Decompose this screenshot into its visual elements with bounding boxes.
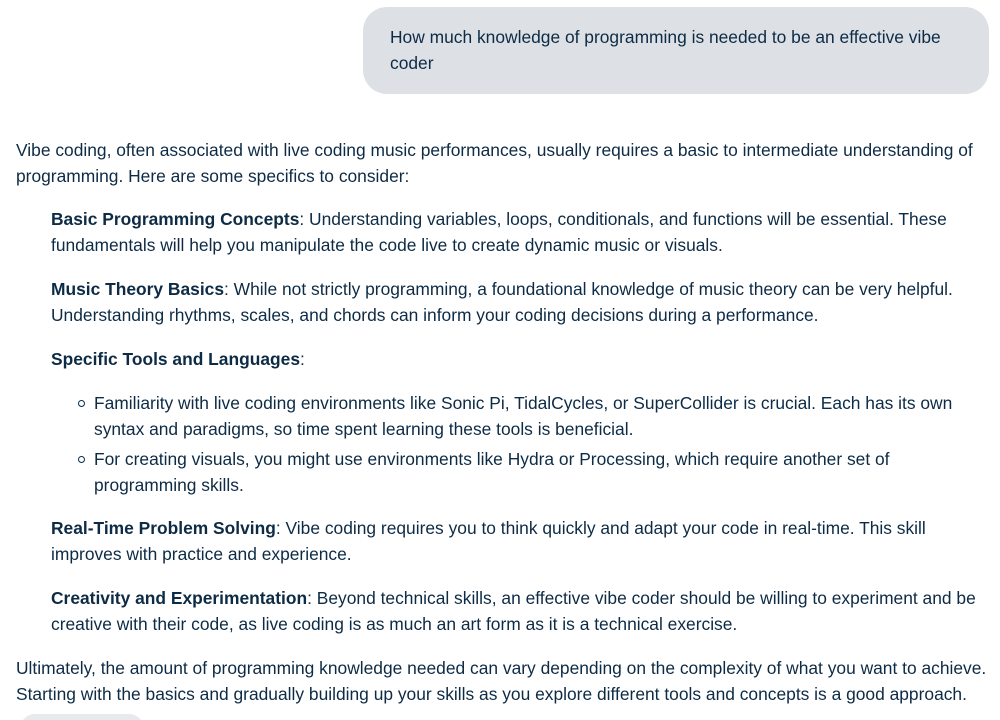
- section-title: Music Theory Basics: [51, 279, 225, 299]
- assistant-conclusion: Ultimately, the amount of programming knowledge needed can vary depending on the complexity of what you want to achieve. Starting with the basics and gradually building up your skills as you explore different tools and concepts is a good approach.: [16, 658, 987, 704]
- assistant-message: [16, 137, 991, 707]
- tools-sublist: [51, 390, 991, 498]
- section-text: : While not strictly programming, a foundational knowledge of music theory can be very helpful. Understanding rhythms, scales, and chords can inform your coding decisions during a performance.: [51, 279, 953, 325]
- sublist-item-text: Familiarity with live coding environments like Sonic Pi, TidalCycles, or SuperCollider is crucial. Each has its own syntax and paradigms, so time spent learning these tools is beneficial.: [94, 393, 953, 439]
- partial-action-pill[interactable]: [20, 714, 144, 720]
- sublist-item-text: For creating visuals, you might use environments like Hydra or Processing, which require another set of programming skills.: [94, 449, 890, 495]
- sublist-item: [94, 390, 991, 442]
- section-real-time-problem-solving: [51, 515, 991, 567]
- user-message-text: How much knowledge of programming is needed to be an effective vibe coder: [390, 27, 941, 73]
- user-message-bubble: [363, 7, 989, 94]
- assistant-section-list: [16, 206, 991, 637]
- section-creativity-and-experimentation: [51, 585, 991, 637]
- hollow-bullet-icon: [78, 456, 85, 463]
- section-title: Specific Tools and Languages: [51, 349, 300, 369]
- section-specific-tools-and-languages: [51, 346, 991, 498]
- section-title: Creativity and Experimentation: [51, 588, 308, 608]
- hollow-bullet-icon: [78, 400, 85, 407]
- section-text: : Vibe coding requires you to think quickly and adapt your code in real-time. This skill improves with practice and experience.: [51, 518, 926, 564]
- assistant-intro: Vibe coding, often associated with live coding music performances, usually requires a basic to intermediate understanding of programming. Here are some specifics to consider:: [16, 140, 973, 186]
- section-text: : Understanding variables, loops, conditionals, and functions will be essential. These fundamentals will help you manipulate the code live to create dynamic music or visuals.: [51, 209, 947, 255]
- sublist-item: [94, 446, 991, 498]
- section-music-theory-basics: [51, 276, 991, 328]
- section-text: : Beyond technical skills, an effective vibe coder should be willing to experiment and be creative with their code, as live coding is as much an art form as it is a technical exercise.: [51, 588, 976, 634]
- section-text: :: [300, 349, 305, 369]
- section-title: Real-Time Problem Solving: [51, 518, 276, 538]
- section-basic-programming-concepts: [51, 206, 991, 258]
- section-title: Basic Programming Concepts: [51, 209, 300, 229]
